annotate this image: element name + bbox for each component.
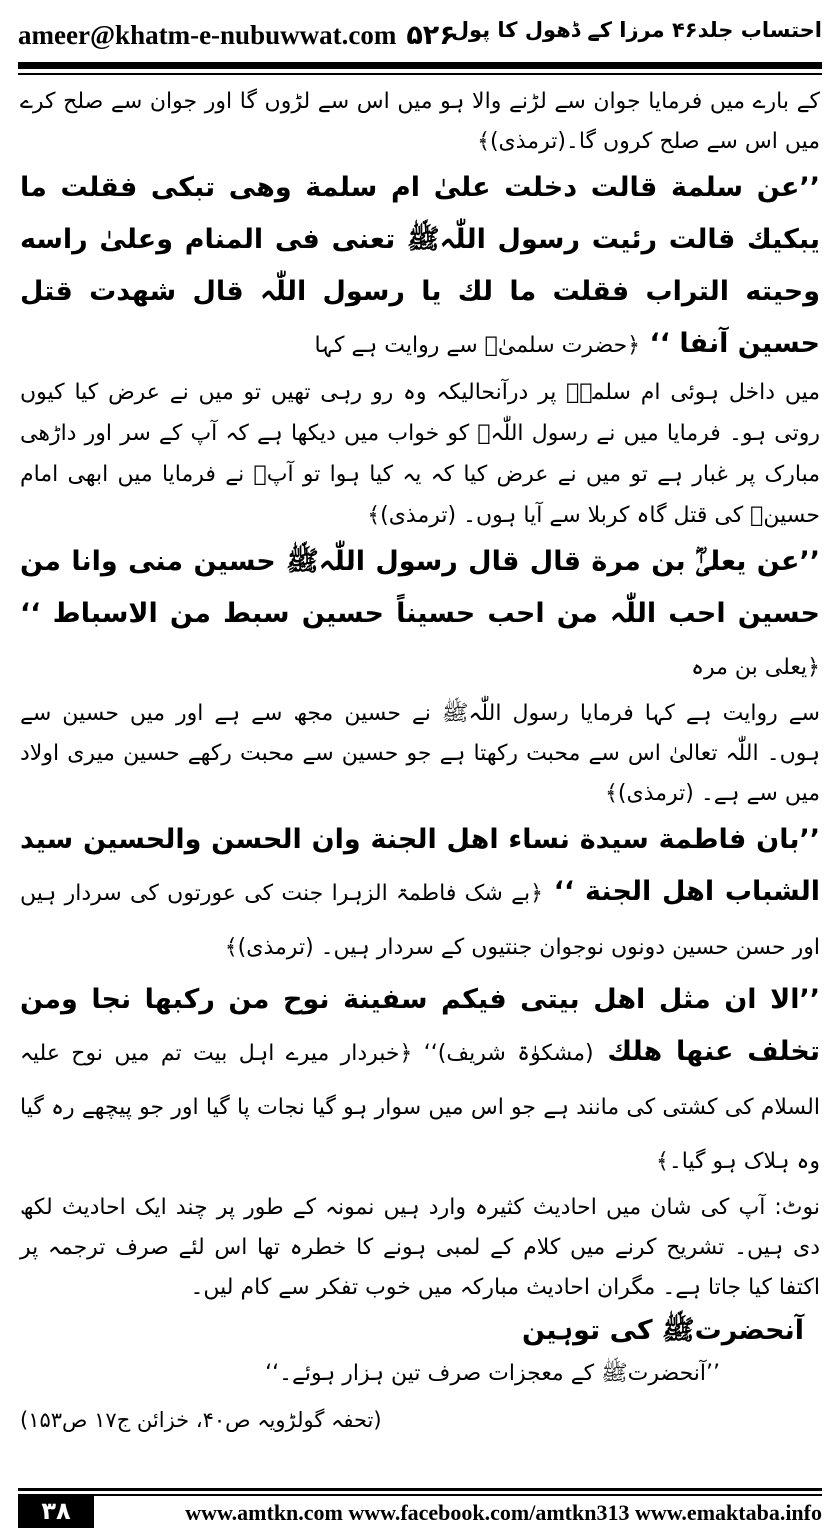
urdu-translation: ﴿یعلی بن مرہ — [691, 655, 820, 680]
header-page-number: ۵۲۶ — [406, 20, 456, 51]
urdu-paragraph: سے روایت ہے کہا فرمایا رسول اللّٰہﷺ نے حسین مجھ سے ہے اور میں حسین سے ہوں۔ اللّٰہ تعالیٰ اس سے محبت رکھتا ہے جو حسین سے محبت رکھے حسین میری اولاد میں سے ہے۔ (ترمذی)﴾ — [20, 701, 820, 806]
arabic-hadith — [20, 536, 820, 694]
footer-links: www.amtkn.com www.facebook.com/amtkn313 www.emaktaba.info — [185, 1500, 822, 1525]
page-body — [20, 82, 820, 1440]
arabic-hadith — [20, 814, 820, 974]
footer-rule-thin — [18, 1494, 822, 1496]
note-paragraph: نوٹ: آپ کی شان میں احادیث کثیرہ وارد ہیں نمونہ کے طور پر چند ایک احادیث لکھ دی ہیں۔ تشریح کرنے میں کلام کے لمبی ہونے کا خطرہ تھا اس لئے صرف ترجمہ پر اکتفا کیا جاتا ہے۔ مگران احادیث مبارکہ میں خوب تفکر سے کام لیں۔ — [20, 1195, 820, 1300]
citation-reference — [20, 1400, 820, 1440]
page-footer — [18, 1488, 822, 1528]
section-heading: آنحضرتﷺ کی توہین — [521, 1315, 804, 1346]
page-header — [18, 14, 822, 58]
header-email: ameer@khatm-e-nubuwwat.com — [18, 20, 397, 50]
urdu-translation: ﴿بے شک فاطمۃ الزہرا جنت کی عورتوں کی سردار ہیں اور حسن حسین دونوں نوجوان جنتیوں کے سردار ہیں۔ (ترمذی)﴾ — [20, 881, 820, 960]
urdu-paragraph: میں داخل ہوئی ام سلمہؓ پر درآنحالیکہ وہ رو رہی تھیں تو میں نے عرض کیا کیوں روتی ہو۔ فرمایا میں نے رسول اللّٰہﷺ کو خواب میں دیکھا ہے کہ آپ کے سر اور داڑھی مبارک پر غبار ہے تو میں نے عرض کیا کہ یہ کیا ہوا تو آپﷺ نے فرمایا میں ابھی امام حسینؓ کی قتل گاہ کربلا سے آیا ہوں۔ (ترمذی)﴾ — [20, 380, 820, 528]
urdu-translation: (مشکوٰۃ شریف)‘‘ ﴿خبردار میرے اہل بیت تم میں نوح علیہ السلام کی کشتی کی مانند ہے جو اس میں سوار ہو گیا نجات پا گیا اور جو پیچھے رہ گیا وہ ہلاک ہو گیا۔﴾ — [20, 1041, 820, 1174]
arabic-text: ’’بان فاطمة سیدة نساء اھل الجنة وان الحسن والحسین سید الشباب اھل الجنة ‘‘ — [20, 824, 821, 907]
header-rule-thin — [18, 73, 822, 75]
arabic-text: ’’عن سلمة قالت دخلت علیٰ ام سلمة وھی تبکی فقلت ما یبکیك قالت رئیت رسول اللّٰہﷺ تعنی فی المنام وعلیٰ راسه وحیته التراب فقلت ما لك یا رسول اللّٰہ قال شھدت قتل حسین آنفا ‘‘ — [20, 172, 820, 359]
section-quote: ’’آنحضرتﷺ کے معجزات صرف تین ہزار ہوئے۔‘‘ — [265, 1361, 720, 1386]
arabic-hadith — [20, 162, 820, 372]
header-book-title: احتساب جلد۴۶ مرزا کے ڈھول کا پول — [450, 18, 822, 42]
arabic-text: ’’عن یعلیٰؓ بن مرة قال قال رسول اللّٰہﷺ حسین منی وانا من حسین احب اللّٰہ من احب حسیناً حسین سبط من الاسباط ‘‘ — [20, 546, 820, 629]
footer-page-number: ۳۸ — [18, 1494, 94, 1528]
arabic-text: ’’الا ان مثل اھل بیتی فیکم سفینة نوح من رکبھا نجا ومن تخلف عنھا ھلك — [20, 984, 820, 1067]
footer-rule — [18, 1488, 822, 1491]
header-left — [18, 20, 456, 51]
header-rule-thick — [18, 62, 822, 69]
arabic-hadith — [20, 974, 820, 1188]
citation-text: (تحفہ گولڑویہ ص۴۰، خزائن ج۱۷ ص۱۵۳) — [20, 1408, 382, 1432]
urdu-paragraph: کے بارے میں فرمایا جوان سے لڑنے والا ہو میں اس سے لڑوں گا اور جوان سے صلح کرے میں اس سے صلح کروں گا۔(ترمذی)﴾ — [20, 89, 820, 154]
urdu-translation: ﴿حضرت سلمیٰؓ سے روایت ہے کہا — [314, 333, 641, 358]
